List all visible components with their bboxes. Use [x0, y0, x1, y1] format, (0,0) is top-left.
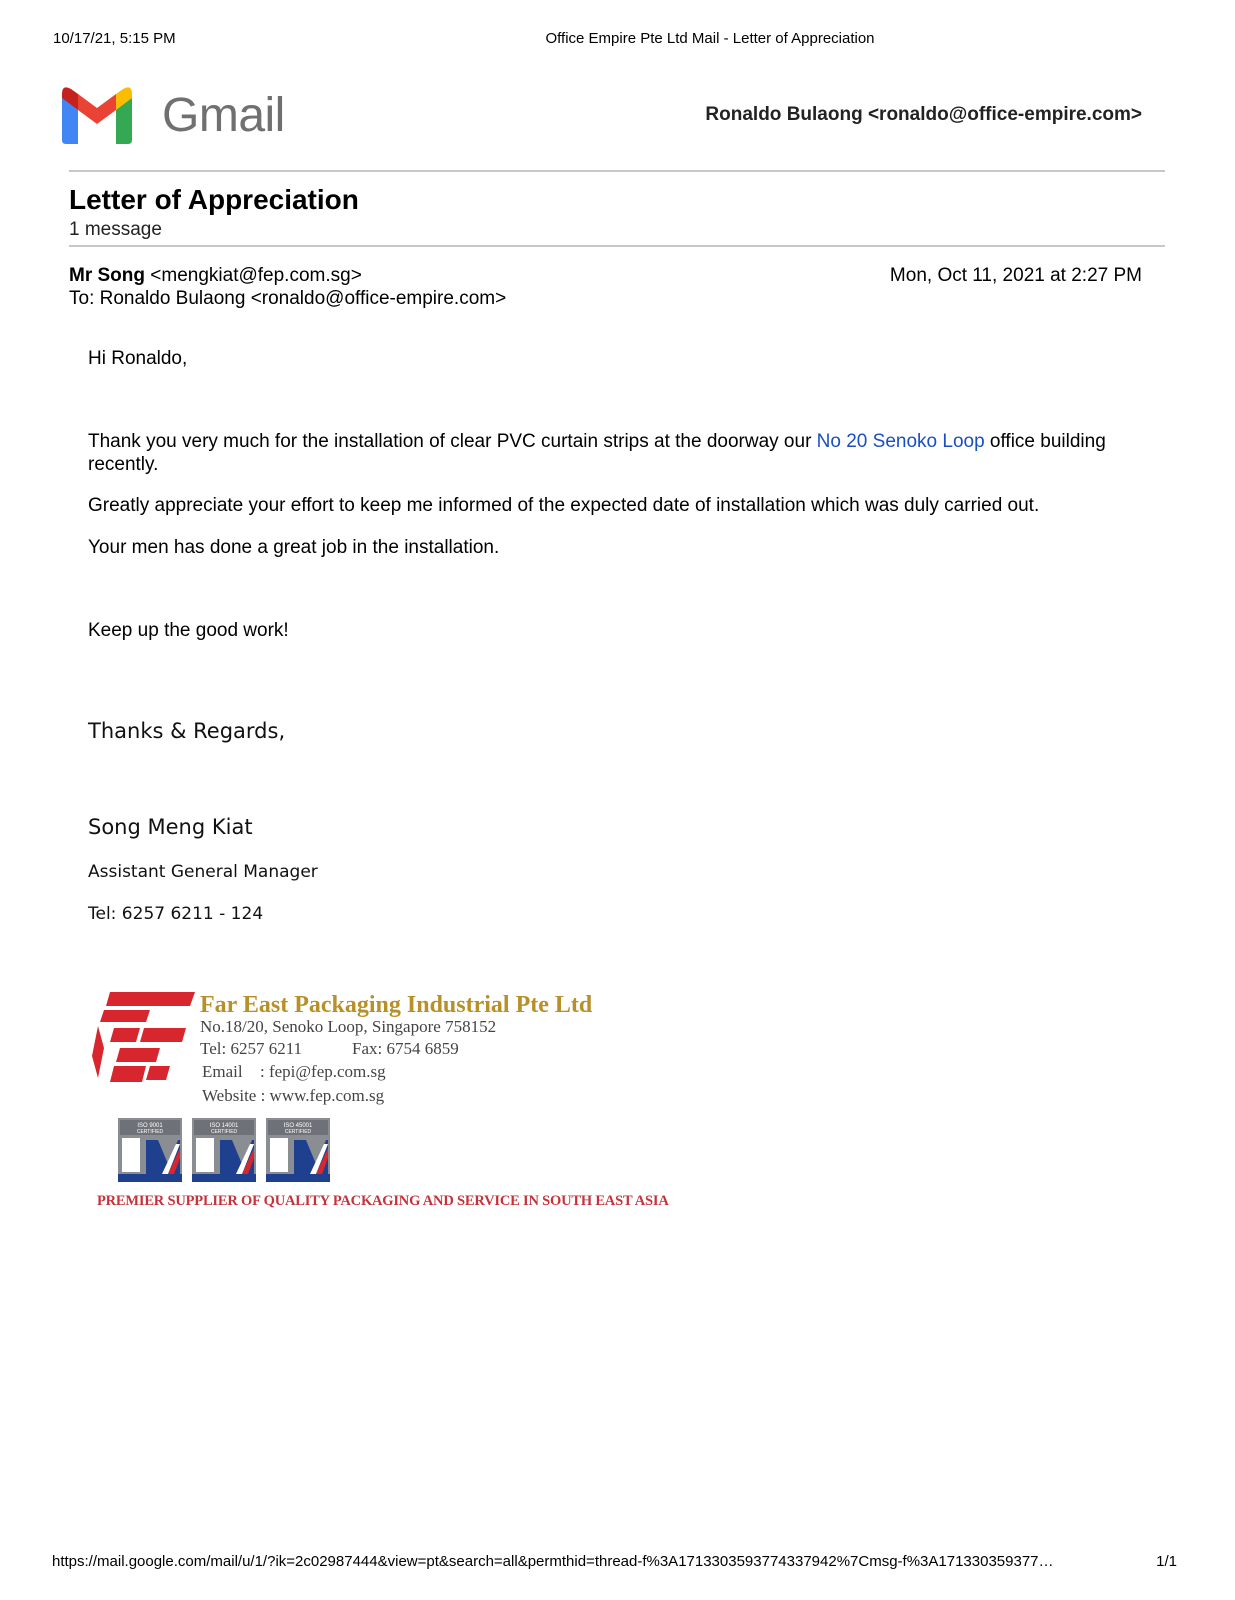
company-fax: Fax: 6754 6859 [352, 1039, 459, 1058]
sender-name: Mr Song [69, 265, 145, 286]
cert-label: ISO 14001 [209, 1123, 239, 1129]
sender-email: <mengkiat@fep.com.sg> [150, 265, 362, 286]
thread-subject: Letter of Appreciation [69, 184, 359, 215]
company-logo-icon [90, 992, 195, 1090]
message-sender [69, 265, 362, 287]
company-tel: Tel: 6257 6211 [200, 1039, 303, 1058]
cert-sub: CERTIFIED [210, 1129, 238, 1135]
gmail-logo [62, 85, 285, 145]
signature-name: Song Meng Kiat [88, 815, 253, 839]
gmail-wordmark: Gmail [162, 88, 285, 142]
paragraph-text: Thank you very much for the installation of clear PVC curtain strips at the doorway our [88, 431, 817, 452]
print-page-number: 1/1 [1156, 1553, 1177, 1570]
signature-closing: Thanks & Regards, [88, 719, 286, 743]
iso-14001-badge-icon [192, 1118, 256, 1182]
account-email: Ronaldo Bulaong <ronaldo@office-empire.com> [705, 104, 1142, 125]
cert-label: ISO 9001 [137, 1123, 163, 1129]
company-website: Website : www.fep.com.sg [202, 1086, 385, 1105]
message-date: Mon, Oct 11, 2021 at 2:27 PM [889, 265, 1142, 286]
body-paragraph-2: Greatly appreciate your effort to keep me informed of the expected date of installation which was duly carried out. [88, 495, 1040, 516]
signature-role: Assistant General Manager [88, 862, 318, 882]
print-url: https://mail.google.com/mail/u/1/?ik=2c02987444&view=pt&search=all&permthid=thread-f%3A1713303593774337942%7Cmsg-f%3A171330359377… [52, 1553, 1054, 1570]
cert-sub: CERTIFIED [284, 1129, 312, 1135]
paragraph-text: office building recently. [88, 431, 1106, 475]
body-paragraph-4: Keep up the good work! [88, 620, 289, 641]
header-divider [69, 170, 1165, 172]
body-paragraph-1 [88, 430, 1168, 476]
iso-45001-badge-icon [266, 1118, 330, 1182]
subject-divider [69, 245, 1165, 247]
cert-label: ISO 45001 [283, 1123, 313, 1129]
company-address: No.18/20, Senoko Loop, Singapore 758152 [200, 1017, 497, 1036]
gmail-m-icon [62, 86, 132, 144]
company-email: : fepi@fep.com.sg [260, 1062, 386, 1081]
company-name: Far East Packaging Industrial Pte Ltd [200, 992, 593, 1018]
print-page-title: Office Empire Pte Ltd Mail - Letter of Appreciation [545, 30, 875, 47]
company-tagline: PREMIER SUPPLIER OF QUALITY PACKAGING AND SERVICE IN SOUTH EAST ASIA [97, 1193, 669, 1209]
greeting: Hi Ronaldo, [88, 348, 188, 369]
company-email-label: Email [202, 1062, 243, 1081]
message-count: 1 message [69, 219, 162, 240]
address-link[interactable]: No 20 Senoko Loop [816, 431, 985, 452]
body-paragraph-3: Your men has done a great job in the installation. [88, 537, 500, 558]
signature-tel: Tel: 6257 6211 - 124 [88, 904, 264, 924]
cert-sub: CERTIFIED [136, 1129, 164, 1135]
message-recipient: To: Ronaldo Bulaong <ronaldo@office-empire.com> [69, 288, 507, 309]
print-datetime: 10/17/21, 5:15 PM [53, 30, 176, 47]
iso-9001-badge-icon [118, 1118, 182, 1182]
